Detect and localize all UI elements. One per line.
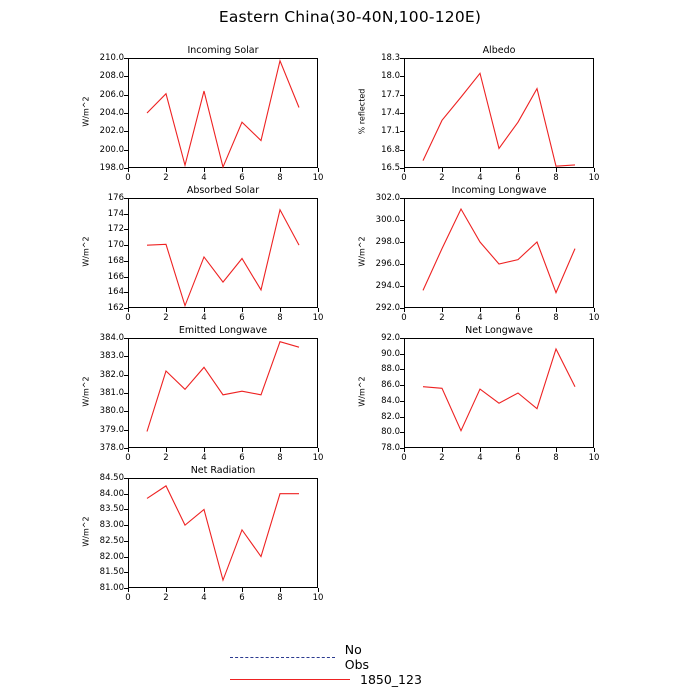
x-tick-label: 2 xyxy=(439,313,445,323)
x-tick-label: 4 xyxy=(477,453,483,463)
y-tick-label: 84.00 xyxy=(99,488,124,499)
y-tick-label: 78.0 xyxy=(381,443,400,453)
panel-title: Emitted Longwave xyxy=(178,325,268,336)
x-tick-label: 0 xyxy=(401,313,407,323)
x-tick-label: 0 xyxy=(401,173,407,183)
legend-swatch-icon xyxy=(230,679,350,680)
y-axis-label: W/m^2 xyxy=(81,96,91,127)
x-tick-label: 8 xyxy=(277,453,283,463)
panel-title: Net Radiation xyxy=(190,465,256,476)
y-tick-label: 198.0 xyxy=(99,163,124,173)
y-tick-label: 17.4 xyxy=(381,108,400,118)
y-tick-label: 83.50 xyxy=(99,504,124,515)
x-tick-label: 0 xyxy=(125,173,131,183)
y-tick-label: 84.50 xyxy=(99,473,124,483)
panel-title: Albedo xyxy=(482,45,516,56)
panel-title: Absorbed Solar xyxy=(186,185,260,196)
x-tick-label: 10 xyxy=(312,593,324,603)
x-tick-label: 2 xyxy=(163,313,169,323)
x-tick-label: 6 xyxy=(515,313,521,323)
y-tick-label: 80.0 xyxy=(381,427,400,438)
x-tick-label: 6 xyxy=(515,453,521,463)
x-tick-label: 10 xyxy=(312,173,324,183)
y-tick-label: 164 xyxy=(107,287,124,298)
y-tick-label: 384.0 xyxy=(99,333,124,343)
y-tick-label: 381.0 xyxy=(99,388,124,398)
legend-item xyxy=(230,642,384,672)
x-tick-label: 10 xyxy=(588,313,600,323)
y-tick-label: 294.0 xyxy=(375,281,400,291)
y-axis-label: W/m^2 xyxy=(81,376,91,407)
y-tick-label: 174 xyxy=(107,208,124,219)
x-tick-label: 10 xyxy=(588,173,600,183)
y-tick-label: 16.5 xyxy=(381,163,400,173)
y-tick-label: 92.0 xyxy=(381,333,400,343)
x-tick-label: 2 xyxy=(163,453,169,463)
y-tick-label: 16.8 xyxy=(381,144,400,155)
panel-title: Incoming Solar xyxy=(187,45,259,56)
x-tick-label: 8 xyxy=(553,313,559,323)
y-tick-label: 17.1 xyxy=(381,126,400,137)
legend-label: No Obs xyxy=(344,642,370,672)
y-tick-label: 82.0 xyxy=(381,411,400,422)
y-tick-label: 380.0 xyxy=(99,406,124,417)
panel-title: Incoming Longwave xyxy=(451,185,547,196)
x-tick-label: 0 xyxy=(125,313,131,323)
x-tick-label: 8 xyxy=(277,593,283,603)
y-tick-label: 176 xyxy=(107,193,124,203)
x-tick-label: 4 xyxy=(201,313,207,323)
y-tick-label: 378.0 xyxy=(99,443,124,453)
y-tick-label: 382.0 xyxy=(99,369,124,380)
x-tick-label: 6 xyxy=(515,173,521,183)
y-tick-label: 296.0 xyxy=(375,259,400,269)
y-tick-label: 202.0 xyxy=(99,126,124,137)
x-tick-label: 6 xyxy=(239,313,245,323)
y-tick-label: 82.00 xyxy=(99,551,124,562)
x-tick-label: 10 xyxy=(588,453,600,463)
legend-item xyxy=(230,672,422,687)
y-tick-label: 292.0 xyxy=(375,303,400,313)
x-tick-label: 8 xyxy=(277,313,283,323)
y-tick-label: 17.7 xyxy=(381,89,400,100)
x-tick-label: 6 xyxy=(239,173,245,183)
x-tick-label: 0 xyxy=(401,453,407,463)
y-tick-label: 81.00 xyxy=(99,583,124,593)
legend-swatch-icon xyxy=(230,657,335,658)
y-tick-label: 383.0 xyxy=(99,351,124,362)
panel-title: Net Longwave xyxy=(465,325,533,336)
y-tick-label: 170 xyxy=(107,240,124,251)
x-tick-label: 2 xyxy=(163,593,169,603)
page-title: Eastern China(30-40N,100-120E) xyxy=(218,8,482,26)
x-tick-label: 0 xyxy=(125,453,131,463)
data-series-line xyxy=(147,486,299,580)
x-tick-label: 2 xyxy=(439,453,445,463)
x-tick-label: 4 xyxy=(201,173,207,183)
x-tick-label: 8 xyxy=(277,173,283,183)
y-tick-label: 162 xyxy=(107,303,124,313)
y-tick-label: 86.0 xyxy=(381,380,400,391)
y-tick-label: 172 xyxy=(107,224,124,235)
y-tick-label: 18.0 xyxy=(381,71,400,82)
y-axis-label: W/m^2 xyxy=(81,516,91,547)
y-tick-label: 204.0 xyxy=(99,108,124,118)
y-tick-label: 166 xyxy=(107,271,124,282)
y-axis-label: W/m^2 xyxy=(357,236,367,267)
y-tick-label: 88.0 xyxy=(381,364,400,375)
x-tick-label: 10 xyxy=(312,313,324,323)
y-tick-label: 300.0 xyxy=(375,215,400,225)
y-tick-label: 168 xyxy=(107,255,124,266)
x-tick-label: 10 xyxy=(312,453,324,463)
y-axis-label: W/m^2 xyxy=(81,236,91,267)
legend-label: 1850_123 xyxy=(360,672,422,687)
y-tick-label: 83.00 xyxy=(99,520,124,531)
x-tick-label: 6 xyxy=(239,453,245,463)
y-axis-label: % reflected xyxy=(357,88,367,135)
y-axis-label: W/m^2 xyxy=(357,376,367,407)
x-tick-label: 6 xyxy=(239,593,245,603)
x-tick-label: 8 xyxy=(553,173,559,183)
y-tick-label: 298.0 xyxy=(375,237,400,247)
x-tick-label: 4 xyxy=(477,173,483,183)
y-tick-label: 206.0 xyxy=(99,89,124,100)
y-tick-label: 82.50 xyxy=(99,535,124,546)
y-tick-label: 379.0 xyxy=(99,424,124,435)
y-tick-label: 200.0 xyxy=(99,144,124,155)
y-tick-label: 302.0 xyxy=(375,193,400,203)
x-tick-label: 4 xyxy=(201,593,207,603)
x-tick-label: 0 xyxy=(125,593,131,603)
x-tick-label: 2 xyxy=(163,173,169,183)
y-tick-label: 18.3 xyxy=(381,53,400,63)
x-tick-label: 2 xyxy=(439,173,445,183)
y-tick-label: 81.50 xyxy=(99,567,124,578)
y-tick-label: 90.0 xyxy=(381,348,400,359)
y-tick-label: 84.0 xyxy=(381,395,400,406)
x-tick-label: 8 xyxy=(553,453,559,463)
y-tick-label: 210.0 xyxy=(99,53,124,63)
x-tick-label: 4 xyxy=(477,313,483,323)
x-tick-label: 4 xyxy=(201,453,207,463)
y-tick-label: 208.0 xyxy=(99,71,124,82)
